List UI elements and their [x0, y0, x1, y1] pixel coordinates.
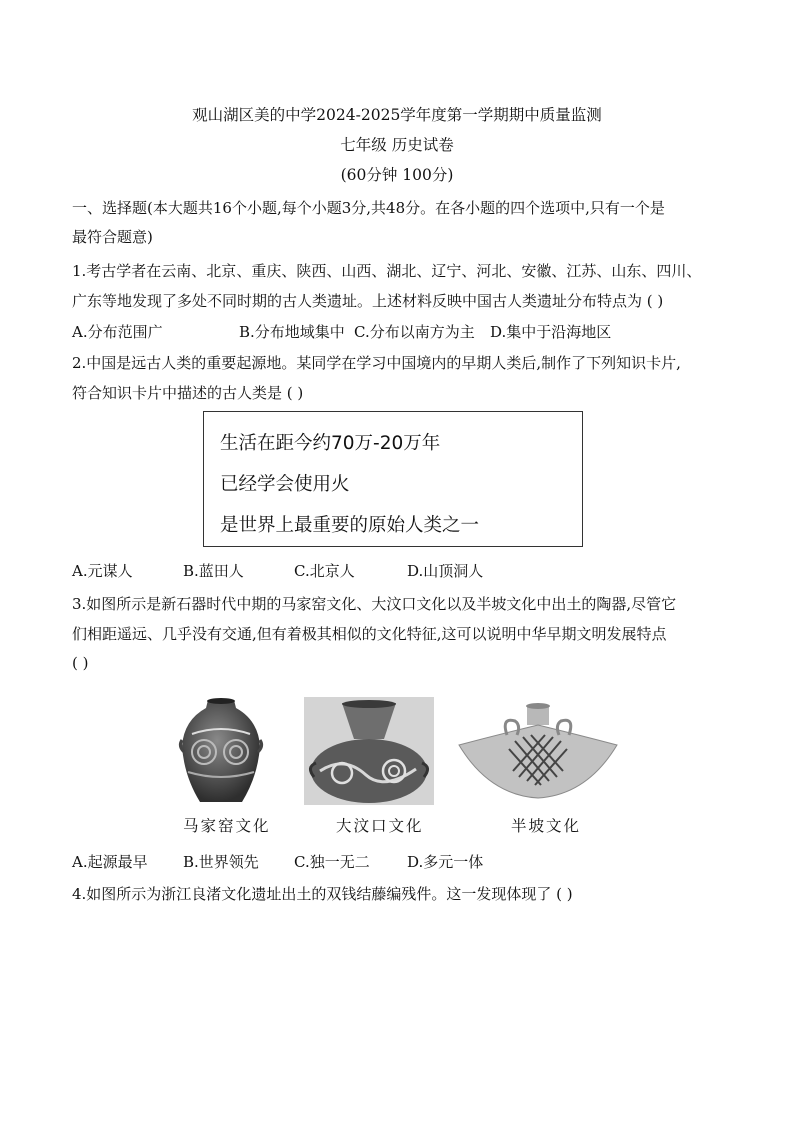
q3-option-b[interactable]: B.世界领先 — [183, 853, 259, 871]
q1-option-a[interactable]: A.分布范围广 — [72, 323, 163, 341]
q3-stem-line3: ( ) — [72, 654, 89, 672]
exam-subtitle: 七年级 历史试卷 — [340, 136, 454, 154]
exam-time-score: (60分钟 100分) — [340, 166, 454, 184]
section-heading-line2: 最符合题意) — [72, 228, 153, 246]
card-line-1: 生活在距今约70万-20万年 — [220, 433, 441, 454]
q4-stem-line1: 4.如图所示为浙江良渚文化遗址出土的双钱结藤编残件。这一发现体现了 ( ) — [72, 885, 573, 903]
q2-option-a[interactable]: A.元谋人 — [72, 562, 133, 580]
knowledge-card — [203, 411, 583, 547]
caption-banpo: 半坡文化 — [511, 817, 582, 835]
q1-stem-line2: 广东等地发现了多处不同时期的古人类遗址。上述材料反映中国古人类遗址分布特点为 ( ) — [72, 292, 664, 310]
card-line-2: 已经学会使用火 — [220, 474, 350, 495]
section-heading-line1: 一、选择题(本大题共16个小题,每个小题3分,共48分。在各小题的四个选项中,只有一个是 — [72, 199, 665, 217]
majiayao-pottery-image — [178, 694, 264, 806]
q2-stem-line1: 2.中国是远古人类的重要起源地。某同学在学习中国境内的早期人类后,制作了下列知识卡片, — [72, 354, 681, 372]
q2-option-c[interactable]: C.北京人 — [294, 562, 355, 580]
q1-option-b[interactable]: B.分布地域集中 — [239, 323, 345, 341]
q3-option-c[interactable]: C.独一无二 — [294, 853, 370, 871]
q3-stem-line1: 3.如图所示是新石器时代中期的马家窑文化、大汶口文化以及半坡文化中出土的陶器,尽管它 — [72, 595, 677, 613]
q3-option-d[interactable]: D.多元一体 — [407, 853, 484, 871]
exam-title: 观山湖区美的中学2024-2025学年度第一学期期中质量监测 — [192, 106, 602, 124]
q1-option-c[interactable]: C.分布以南方为主 — [354, 323, 475, 341]
card-line-3: 是世界上最重要的原始人类之一 — [220, 515, 480, 536]
q2-option-b[interactable]: B.蓝田人 — [183, 562, 244, 580]
caption-majiayao: 马家窑文化 — [183, 817, 271, 835]
q3-stem-line2: 们相距遥远、几乎没有交通,但有着极其相似的文化特征,这可以说明中华早期文明发展特点 — [72, 625, 667, 643]
q3-option-a[interactable]: A.起源最早 — [72, 853, 148, 871]
caption-dawenkou: 大汶口文化 — [336, 817, 424, 835]
q2-stem-line2: 符合知识卡片中描述的古人类是 ( ) — [72, 384, 304, 402]
banpo-pottery-image — [457, 703, 619, 800]
q1-stem-line1: 1.考古学者在云南、北京、重庆、陕西、山西、湖北、辽宁、河北、安徽、江苏、山东、四川、 — [72, 262, 702, 280]
q1-option-d[interactable]: D.集中于沿海地区 — [490, 323, 612, 341]
q2-option-d[interactable]: D.山顶洞人 — [407, 562, 484, 580]
dawenkou-pottery-image — [304, 697, 434, 805]
